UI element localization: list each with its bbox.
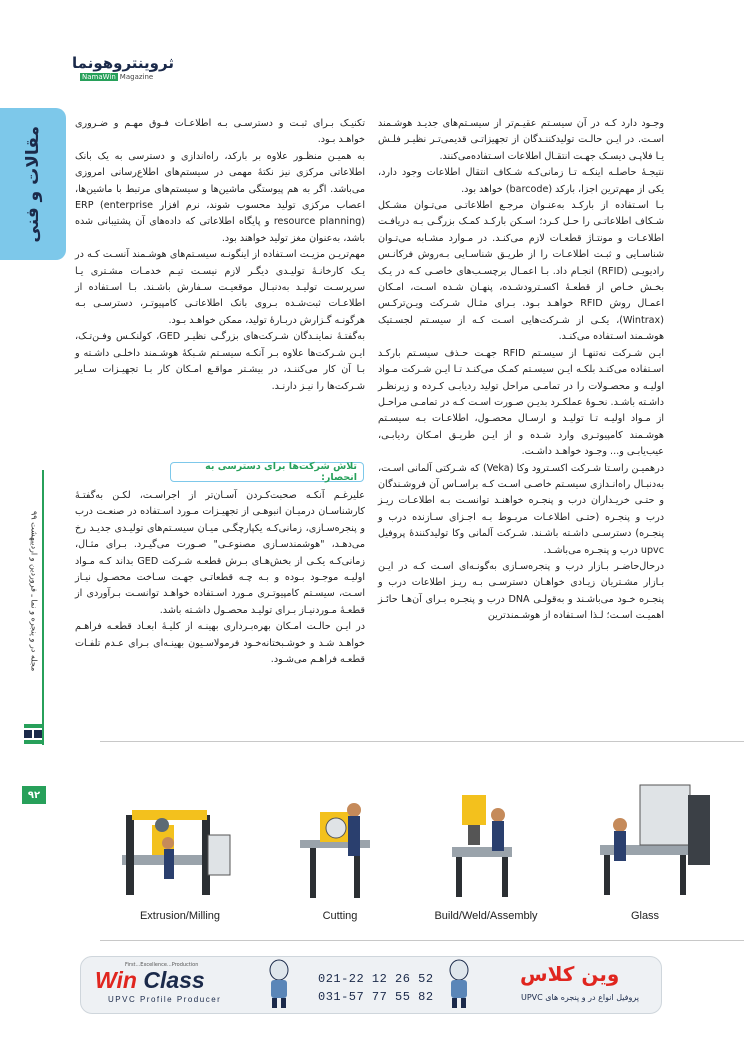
paragraph: به همیـن منظـور علاوه بر بارکد، راه‌اندازی و دسترسی به یک بانک اطلاعاتی مرکزی نیز نکتهٔ مهمی در سیستم‌های اطلاع‌رسانی امروزی می‌باشد. اگر به هم پیوستگی ماشین‌ها و سیستم‌های مرتبط با ماشین‌ها، اعصاب مرکزی تولید محسوب شوند، نرم افزار ERP (enterprise resource planning) و پایگاه اطلاعاتی که داده‌های آن پشتیبانی شده باشد، به‌عنوان مغز تولید خواهند بود. [75,150,366,244]
ad-phone-1: 021-22 12 26 52 [318,972,434,986]
illustration-bottom-rule [100,940,744,941]
paragraph: نتیجـهٔ حاصلـه اینکـه تـا زمانی‌کـه شـکاف انتقال اطلاعات وجود دارد، یکی از مهم‌ترین اجزا، بارکد (barcode) خواهد بود. [378,167,664,195]
ad-product-en: UPVC Profile Producer [108,995,222,1004]
article-column-left-top [75,116,365,395]
paragraph: در ایـن حالـت امـکان بهره‌بـرداری بهینـه از کلیـهٔ ابعـاد قطعـه فراهـم خواهـد شـد و خوشـبختانه‌خـود فرمولاسـیون بهینـه‌ای بـرای عـدم تلفـات قطعـه فراهـم می‌شـود. [75,621,365,666]
ad-product-fa: پروفیل انواع در و پنجره های UPVC [520,993,639,1002]
issue-caption-text: مجله در و پنجره و نما ـ فروردین و اردیبهشت ۹۹ [29,510,39,672]
caption-extrusion-milling: Extrusion/Milling [139,910,221,922]
section-subheading: تلاش شرکت‌ها برای دسترسی به انحصار: [170,462,364,482]
issue-caption [26,480,42,702]
sidebar-divider [42,470,44,745]
logo-sub-highlight: NamaWin [82,73,116,81]
paragraph: تکنیـک بـرای ثبـت و دسترسـی بـه اطلاعـات فـوق مهـم و ضـروری خواهـد بـود. [75,118,365,146]
robot-mascot-icon [442,958,476,1010]
caption-build-weld-assembly: Build/Weld/Assembly [434,910,538,922]
ad-brand-fa: وین کلاس [520,962,620,986]
page-number: ۹۲ [22,786,46,804]
paragraph: وجـود دارد کـه در آن سیسـتم عقیـم‌تر از سیسـتم‌های جدیـد هوشـمند اسـت. در ایـن حالـت تولیدکننـدگان از تجهیزاتـی قدیمی‌تـر نظیـر فلـش یـا فلاپـی دیسـک جهـت انتقـال اطلاعات اسـتفاده‌می‌کنند. [378,118,664,162]
paragraph: درحال‌حاضـر بـازار درب و پنجره‌سـازی به‌گونـه‌ای اسـت کـه در ایـن بـازار مشـتریان زیـادی خواهـان دسترسـی بـه ریـز اطلاعات درب و پنجـره خـود می‌باشـند و به‌قولـی DNA درب و پنجـره بـرای آن‌هـا حائـز اهمیـت اسـت؛ لـذا اسـتفاده از هوشـمندترین [378,560,664,622]
paragraph: بـا اسـتفاده از بارکـد به‌عنـوان مرجـع اطلاعاتـی می‌تـوان مشـکل شـکاف اطلاعاتـی را حـل کـرد؛ اسـکن بارکـد کمـک بزرگـی بـه دریافـت اطلاعـات و مونتـاژ قطعـات لازم می‌کنـد. در مـوارد مشـابه می‌تـوان شناسـایی و ثبـت اطلاعـات را از طریـق شناسـایی بـه‌روش فرکانـس رادیویـی (RFID) انجـام داد. بـا اعمـال برچسـب‌های خاصـی کـه در یـک بخـش خـاص از قطعـهٔ اکسـترود‌شـده، پنهـان شـده اسـت، امـکان اعمـال روش RFID خواهـد بـود. بـرای مثـال شـرکت ویـن‌ترکـس (Wintrax)، یکـی از شـرکت‌هایی اسـت کـه از سیسـتم لجسـتیک هوشـمند اسـتفاده می‌کنـد. [378,200,665,343]
build-weld-assembly-machine [442,785,542,905]
caption-glass: Glass [630,910,660,922]
logo-sub-rest: Magazine [119,73,154,81]
article-column-right [378,116,664,625]
ad-brand-en-prefix: Win [95,967,137,993]
ad-phone-2: 031-57 77 55 82 [318,990,434,1004]
section-tab [0,108,66,260]
extrusion-milling-machine [112,795,242,905]
article-column-left-bottom [75,488,365,668]
ad-brand-en [95,967,205,994]
magazine-logo: ثروینتروهونما [72,54,174,72]
robot-mascot-icon [262,958,296,1010]
magazine-logo-subtitle [80,73,153,81]
paragraph: ایـن شـرکت نه‌تنهـا از سیسـتم RFID جهـت حـذف سیسـتم بارکـد اسـتفاده می‌کنـد بلکـه ایـن سیسـتم کمـک می‌کنـد تـا ایـن شـرکت مـواد اولیـه و محصـولات را در تمامـی مراحل تولید ردیابـی کـرده و زیرنظـر داشـته باشـد. نحـوهٔ عملکـرد بدیـن صـورت اسـت کـه در تمامـی مراحـل از مـواد اولیـه تـا تولیـد و ارسـال محصـول، اطلاعـات بـه سیسـتم هوشـمند کامپیوتـری وارد شـده و از ایـن طریـق امـکان ردیابـی، عیب‌یابـی و... وجـود خواهـد داشـت. [378,347,664,458]
glass-machine [580,775,720,905]
paragraph: مهم‌تریـن مزیـت اسـتفاده از اینگونـه سیسـتم‌های هوشـمند آنسـت کـه در یـک کارخانـهٔ تولیـدی دیگـر لازم نیسـت تیـم خدمـات مشـتری یـا سرپرسـت تولیـد به‌دنبـال موقعیـت سـفارش باشـند. بـا اسـتفاده از اطلاعـات ثبت‌شـده بـروی بانک اطلاعاتـی کامپیوتـر، دسترسـی بـه هرگونـه گـزارش دربـارهٔ تولید، ممکن خواهـد بـود. [75,249,365,326]
paragraph: علیرغـم آنکـه صحبت‌کـردن آسـان‌تر از اجراسـت، لکـن به‌گفتـهٔ کارشناسـان درمیـان انبوهـی از تجهیـزات مـورد اسـتفاده در صنعـت درب و پنجره‌سـازی، زمانی‌کـه یکپارچگـی میـان سیسـتم‌های تولیـدی جدیـد رخ می‌دهـد، "هوشمندسـازی مصنوعـی" صـورت می‌گیـرد. بـرای مثـال، زمانی‌کـه یکـی از بخش‌هـای بـرش قطعـه شـرکت GED بداند کـه مـواد اولیـه موجـود بـوده و بـه چـه قطعاتـی جهـت سـاخت محصـول نیـاز اسـت، سیسـتم کامپیوتـری مـورد اسـتفاده خواهـد توانسـت بـرآوردی از قطعـهٔ مـورد‌نیـاز بـرای تولیـد محصـول داشـته باشد. [75,490,365,616]
paragraph: به‌گفتـهٔ نماینـدگان شـرکت‌های بزرگـی نظیـر GED، کولنکـس وفـن‌تـک، ایـن شـرکت‌ها علاوه بـر آنکـه سیسـتم شـبکهٔ هوشـمند داخلـی داشـته و بـا آن کار می‌کننـد، در بیشـتر مواقـع امـکان کار بـا تجهیـزات سـایر شـرکت‌ها را نیـز دارنـد. [75,331,365,392]
illustration-top-rule [100,741,744,742]
ad-brand-en-suffix: Class [136,967,205,993]
cutting-machine [292,790,382,905]
caption-cutting: Cutting [322,910,358,922]
section-title: مقالات و فنی [23,125,43,243]
paragraph: درهمیـن راسـتا شـرکت اکسـترود وکا (Veka) که شـرکتی آلمانی اسـت، به‌دنبـال راه‌انـدازی سیسـتم خاصـی اسـت کـه براسـاس آن فروشـندگان و حتـی خریـداران درب و پنجـره خواهنـد توانسـت بـه اطلاعـات ریـز درب و پنجـره (حتـی اطلاعـات مربـوط بـه اجـزای سـازنده درب و پنجـره) دسترسـی داشـته باشـند. شـرکت آلمانی وکا تولیدکنندهٔ پروفیل upvc درب و پنجـره می‌باشـد. [378,462,664,556]
ad-tagline: First...Excellence...Production [125,962,199,968]
window-icon [22,722,44,748]
